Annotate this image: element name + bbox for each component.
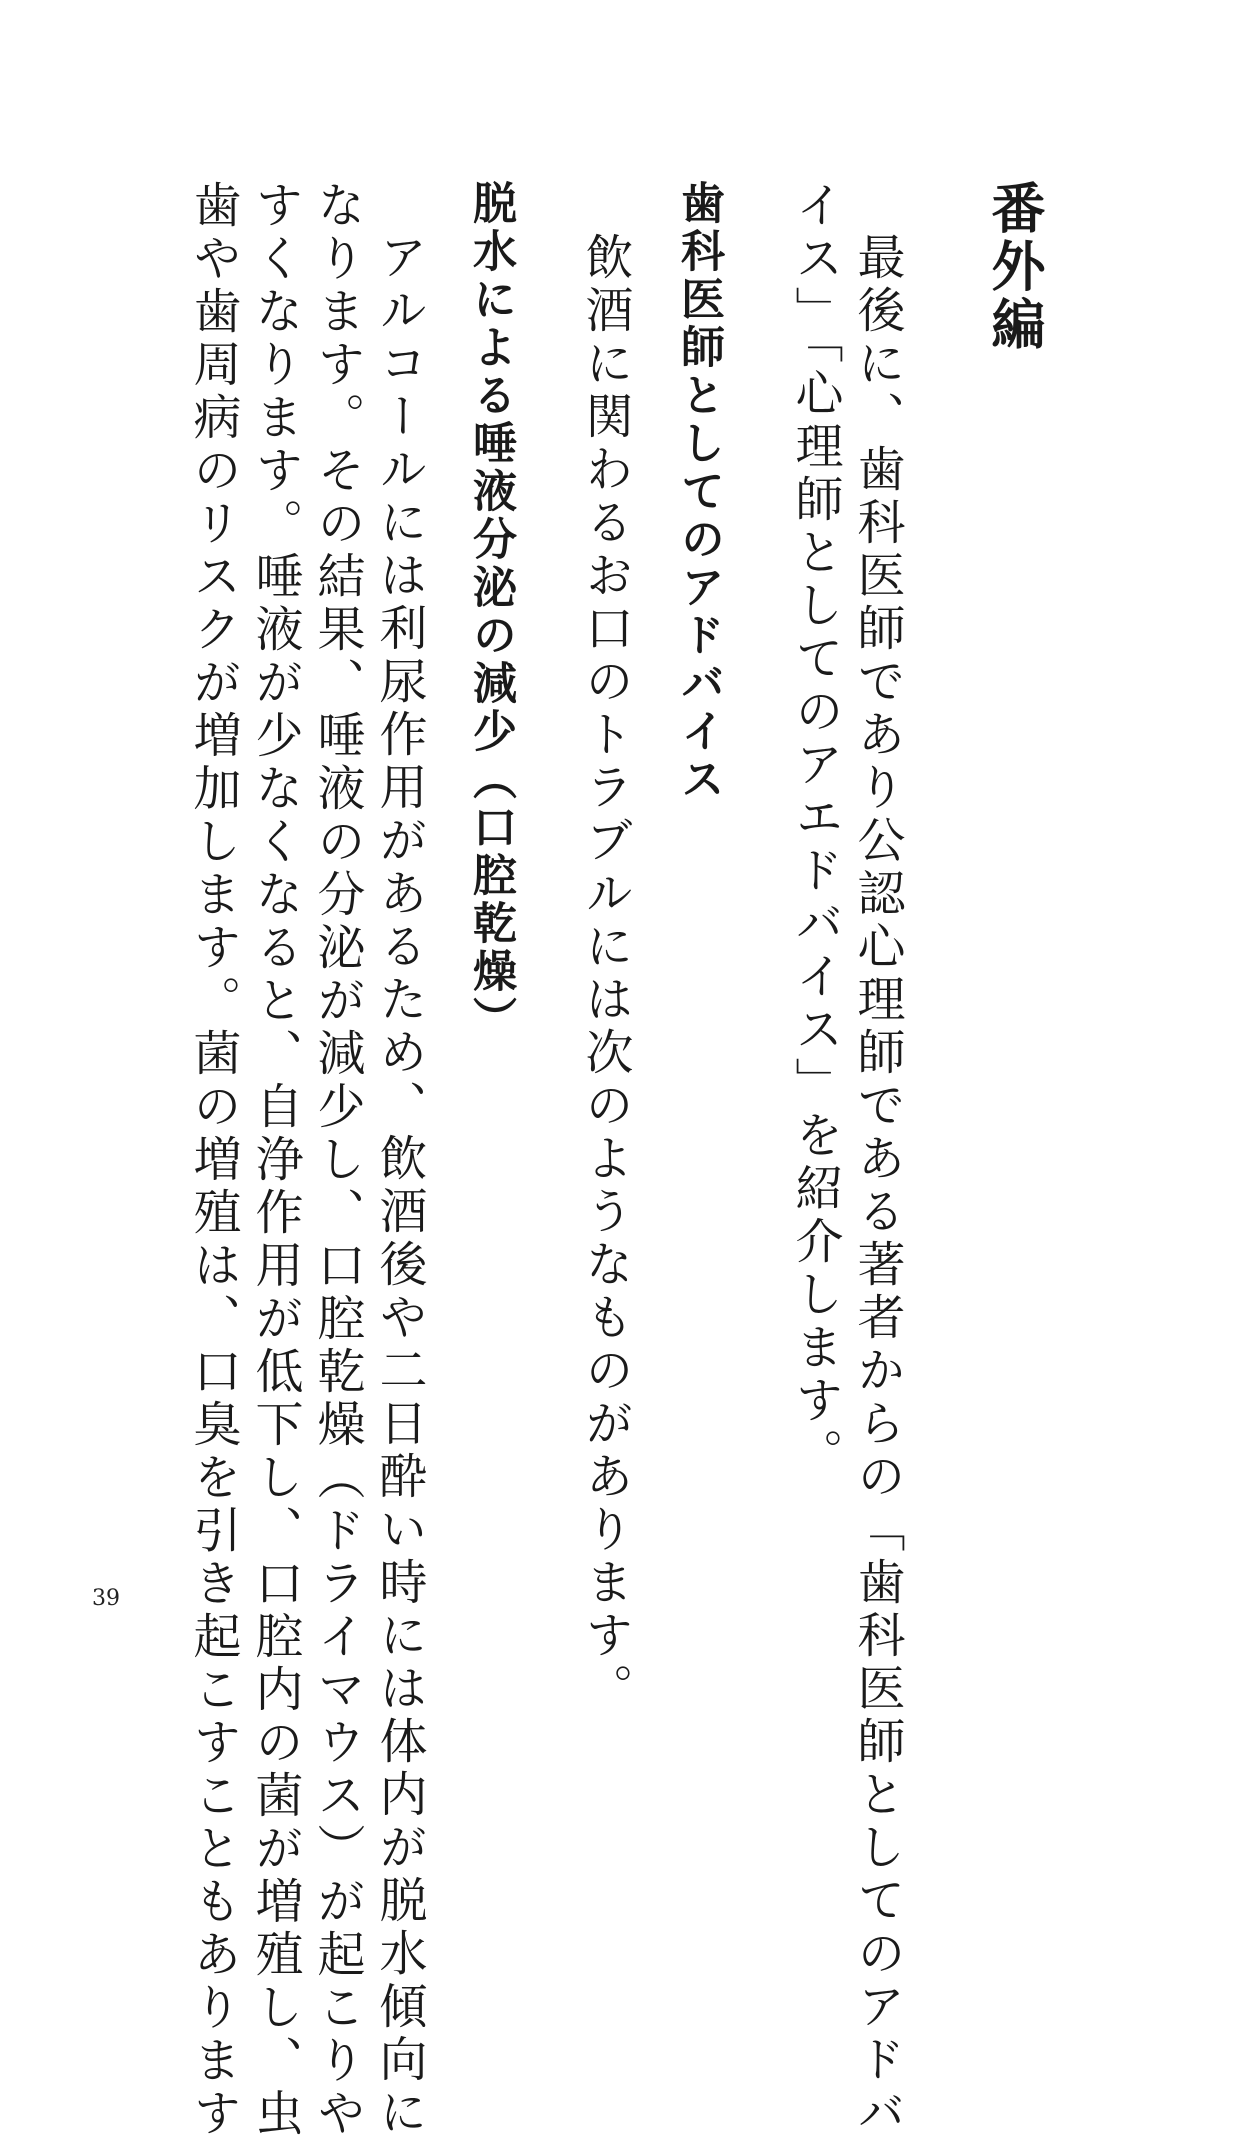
section2-line-4: 歯や歯周病のリスクが増加します。菌の増殖は、口臭を引き起こすこともあります	[185, 180, 241, 2141]
section2-line-3: すくなります。唾液が少なくなると、自浄作用が低下し、口腔内の菌が増殖し、虫	[247, 180, 303, 2141]
section1-line-1: 飲酒に関わるお口のトラブルには次のようなものがあります。	[577, 232, 633, 1716]
intro-line-2: イス」「心理師としてのアエドバイス」を紹介します。	[787, 180, 843, 1481]
section1-heading: 歯科医師としてのアドバイス	[673, 180, 724, 804]
section2-line-1: アルコールには利尿作用があるため、飲酒後や二日酔い時には体内が脱水傾向に	[371, 232, 427, 2140]
section2-line-2: なります。その結果、唾液の分泌が減少し、口腔乾燥（ドライマウス）が起こりや	[309, 180, 365, 2141]
page-number: 39	[92, 1586, 120, 1611]
chapter-title: 番外編	[983, 180, 1046, 354]
intro-line-1: 最後に、歯科医師であり公認心理師である著者からの「歯科医師としてのアドバ	[849, 232, 905, 2140]
section2-heading: 脱水による唾液分泌の減少（口腔乾燥）	[465, 180, 516, 1044]
